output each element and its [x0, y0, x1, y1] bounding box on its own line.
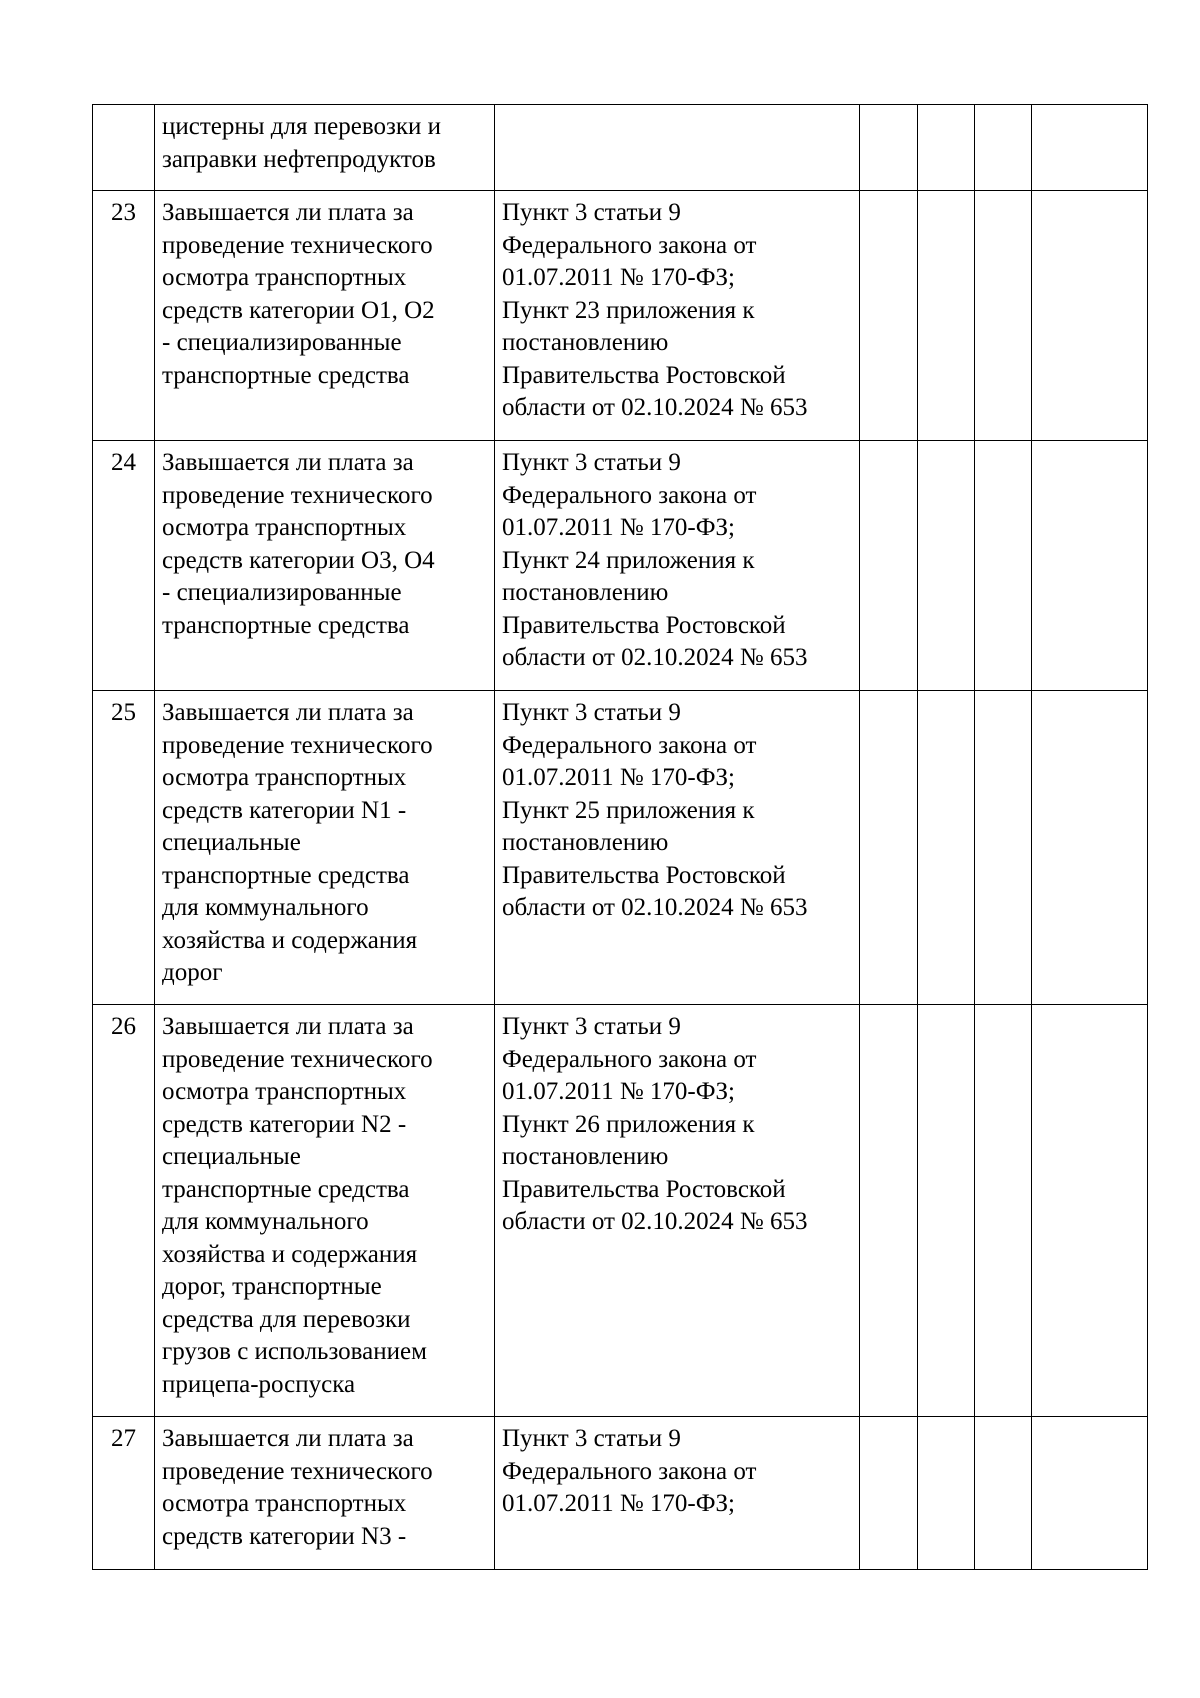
note-cell: [1032, 191, 1148, 441]
question-line: средств категории О3, О4: [162, 546, 435, 574]
question-line: Завышается ли плата за: [162, 1013, 414, 1040]
answer-not-applicable-cell: [975, 441, 1032, 691]
answer-yes-cell: [860, 441, 918, 691]
question-cell: [155, 191, 495, 441]
table-body: [93, 105, 1148, 1570]
reference-line: Пункт 26 приложения к: [502, 1110, 755, 1138]
question-line: средств категории N2 -: [162, 1110, 407, 1138]
question-line: Завышается ли плата за: [162, 699, 414, 726]
question-cell: [155, 1005, 495, 1417]
note-cell: [1032, 105, 1148, 191]
question-line: хозяйства и содержания: [162, 926, 418, 954]
reference-line: Федерального закона от: [502, 731, 757, 759]
question-cell: [155, 691, 495, 1005]
answer-not-applicable-cell: [975, 691, 1032, 1005]
legal-reference-cell: [495, 1005, 860, 1417]
question-line: средств категории О1, О2: [162, 296, 435, 324]
question-line: специальные: [162, 829, 301, 856]
answer-not-applicable-cell: [975, 105, 1032, 191]
reference-line: Федерального закона от: [502, 1457, 757, 1485]
question-line: осмотра транспортных: [162, 514, 407, 541]
question-line: осмотра транспортных: [162, 1078, 407, 1105]
question-line: транспортные средства: [162, 361, 410, 389]
table-row: [93, 191, 1148, 441]
reference-line: Правительства Ростовской: [502, 361, 786, 389]
legal-reference-cell: [495, 1417, 860, 1570]
reference-line: постановлению: [502, 329, 669, 356]
question-line: прицепа-роспуска: [162, 1370, 356, 1398]
question-line: средств категории N1 -: [162, 796, 407, 824]
table-row: [93, 105, 1148, 191]
question-line: для коммунального: [162, 894, 369, 921]
question-line: осмотра транспортных: [162, 764, 407, 791]
reference-line: 01.07.2011 № 170-ФЗ;: [502, 1078, 735, 1105]
reference-line: Пункт 3 статьи 9: [502, 1013, 681, 1040]
question-line: заправки нефтепродуктов: [162, 145, 436, 173]
reference-line: постановлению: [502, 1143, 669, 1170]
legal-reference-cell: [495, 441, 860, 691]
question-line: для коммунального: [162, 1208, 369, 1235]
reference-line: 01.07.2011 № 170-ФЗ;: [502, 264, 735, 291]
reference-line: Федерального закона от: [502, 1045, 757, 1073]
reference-line: Пункт 3 статьи 9: [502, 199, 681, 226]
reference-line: Правительства Ростовской: [502, 611, 786, 639]
question-line: дорог: [162, 959, 223, 986]
reference-line: Пункт 3 статьи 9: [502, 1425, 681, 1452]
note-cell: [1032, 1417, 1148, 1570]
question-line: Завышается ли плата за: [162, 199, 414, 226]
note-cell: [1032, 691, 1148, 1005]
answer-yes-cell: [860, 691, 918, 1005]
answer-not-applicable-cell: [975, 1005, 1032, 1417]
question-cell: [155, 105, 495, 191]
note-cell: [1032, 441, 1148, 691]
answer-not-applicable-cell: [975, 1417, 1032, 1570]
legal-reference-cell: [495, 191, 860, 441]
table-row: [93, 441, 1148, 691]
answer-no-cell: [918, 1417, 975, 1570]
reference-line: области от 02.10.2024 № 653: [502, 644, 808, 671]
question-line: проведение технического: [162, 1045, 433, 1073]
reference-line: области от 02.10.2024 № 653: [502, 394, 808, 421]
answer-yes-cell: [860, 191, 918, 441]
question-line: проведение технического: [162, 1457, 433, 1485]
row-number: 23: [93, 191, 155, 441]
answer-no-cell: [918, 105, 975, 191]
reference-line: Пункт 23 приложения к: [502, 296, 755, 324]
question-line: - специализированные: [162, 579, 402, 606]
question-line: транспортные средства: [162, 611, 410, 639]
question-line: - специализированные: [162, 329, 402, 356]
question-line: хозяйства и содержания: [162, 1240, 418, 1268]
question-line: цистерны для перевозки и: [162, 113, 441, 140]
reference-line: области от 02.10.2024 № 653: [502, 894, 808, 921]
answer-yes-cell: [860, 105, 918, 191]
question-line: транспортные средства: [162, 1175, 410, 1203]
question-line: средства для перевозки: [162, 1305, 411, 1333]
question-line: осмотра транспортных: [162, 264, 407, 291]
reference-line: Пункт 24 приложения к: [502, 546, 755, 574]
legal-reference-cell: [495, 105, 860, 191]
row-number: 27: [93, 1417, 155, 1570]
question-line: транспортные средства: [162, 861, 410, 889]
answer-no-cell: [918, 1005, 975, 1417]
question-cell: [155, 1417, 495, 1570]
question-line: проведение технического: [162, 731, 433, 759]
table-row: [93, 1005, 1148, 1417]
reference-line: 01.07.2011 № 170-ФЗ;: [502, 514, 735, 541]
row-number: [93, 105, 155, 191]
reference-line: Пункт 3 статьи 9: [502, 449, 681, 476]
reference-line: 01.07.2011 № 170-ФЗ;: [502, 1490, 735, 1517]
question-line: средств категории N3 -: [162, 1522, 407, 1550]
reference-line: Правительства Ростовской: [502, 861, 786, 889]
reference-line: Пункт 3 статьи 9: [502, 699, 681, 726]
row-number: 26: [93, 1005, 155, 1417]
question-line: осмотра транспортных: [162, 1490, 407, 1517]
reference-line: постановлению: [502, 829, 669, 856]
reference-line: Правительства Ростовской: [502, 1175, 786, 1203]
reference-line: области от 02.10.2024 № 653: [502, 1208, 808, 1235]
answer-no-cell: [918, 691, 975, 1005]
question-line: проведение технического: [162, 231, 433, 259]
question-line: проведение технического: [162, 481, 433, 509]
table-row: [93, 691, 1148, 1005]
answer-yes-cell: [860, 1005, 918, 1417]
question-line: Завышается ли плата за: [162, 449, 414, 476]
question-cell: [155, 441, 495, 691]
reference-line: 01.07.2011 № 170-ФЗ;: [502, 764, 735, 791]
row-number: 25: [93, 691, 155, 1005]
answer-not-applicable-cell: [975, 191, 1032, 441]
table-row: [93, 1417, 1148, 1570]
question-line: дорог, транспортные: [162, 1273, 382, 1300]
reference-line: Федерального закона от: [502, 481, 757, 509]
answer-no-cell: [918, 191, 975, 441]
answer-no-cell: [918, 441, 975, 691]
answer-yes-cell: [860, 1417, 918, 1570]
row-number: 24: [93, 441, 155, 691]
checklist-table: [92, 104, 1148, 1570]
question-line: Завышается ли плата за: [162, 1425, 414, 1452]
reference-line: Пункт 25 приложения к: [502, 796, 755, 824]
reference-line: постановлению: [502, 579, 669, 606]
reference-line: Федерального закона от: [502, 231, 757, 259]
question-line: специальные: [162, 1143, 301, 1170]
question-line: грузов с использованием: [162, 1338, 427, 1365]
note-cell: [1032, 1005, 1148, 1417]
legal-reference-cell: [495, 691, 860, 1005]
